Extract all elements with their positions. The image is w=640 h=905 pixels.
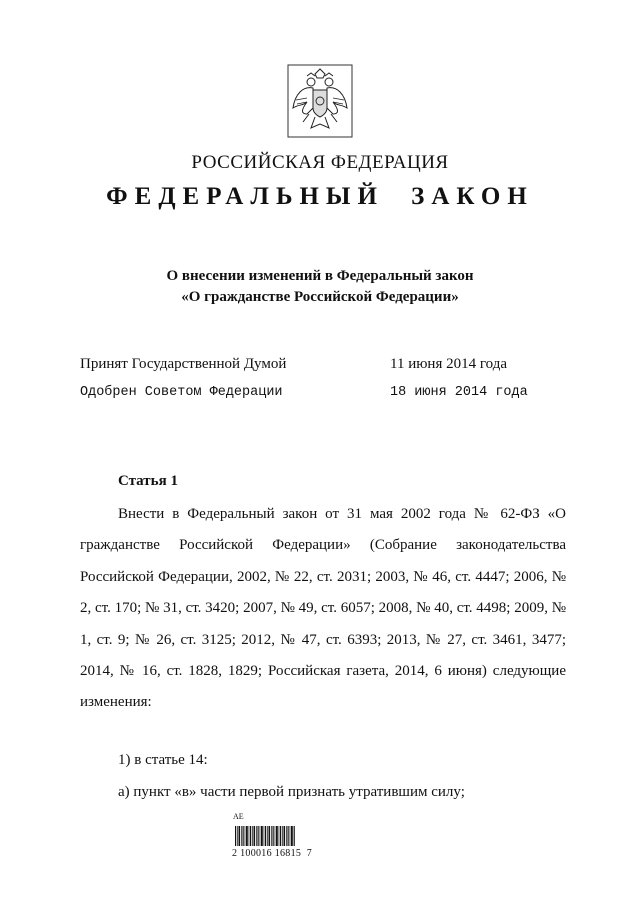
- article-item-2: а) пункт «в» части первой признать утратившим силу;: [118, 784, 465, 800]
- stamp-mark: АЕ: [233, 812, 244, 821]
- council-approval-date: 18 июня 2014 года: [390, 385, 528, 400]
- article-body: [80, 499, 566, 719]
- law-title-line-1: О внесении изменений в Федеральный закон: [166, 268, 474, 284]
- article-item-1: 1) в статье 14:: [118, 752, 208, 768]
- article-title: Статья 1: [118, 473, 178, 489]
- document-type: ФЕДЕРАЛЬНЫЙ ЗАКОН: [106, 183, 534, 210]
- council-approval-label: Одобрен Советом Федерации: [80, 385, 283, 400]
- barcode-image: [235, 826, 295, 846]
- coat-of-arms-emblem: [287, 64, 353, 138]
- law-title: [0, 266, 640, 308]
- country-name: РОССИЙСКАЯ ФЕДЕРАЦИЯ: [191, 152, 449, 173]
- article-paragraph: Внести в Федеральный закон от 31 мая 2002 года № 62-ФЗ «О гражданстве Российской Федерации» (Собрание законодательства Российской Федерации, 2002, № 22, ст. 2031; 2003, № 46, ст. 4447; 2006, № 2, ст. 170; № 31, ст. 3420; 2007, № 49, ст. 6057; 2008, № 40, ст. 4498; 2009, № 1, ст. 9; № 26, ст. 3125; 2012, № 47, ст. 6393; 2013, № 27, ст. 3461, 3477; 2014, № 16, ст. 1828, 1829; Российская газета, 2014, 6 июня) следующие изменения:: [80, 506, 567, 711]
- law-title-line-2: «О гражданстве Российской Федерации»: [181, 289, 459, 305]
- barcode-number: 2 100016 16815 7: [232, 848, 313, 859]
- duma-adoption-date: 11 июня 2014 года: [390, 356, 507, 372]
- duma-adoption-label: Принят Государственной Думой: [80, 356, 287, 372]
